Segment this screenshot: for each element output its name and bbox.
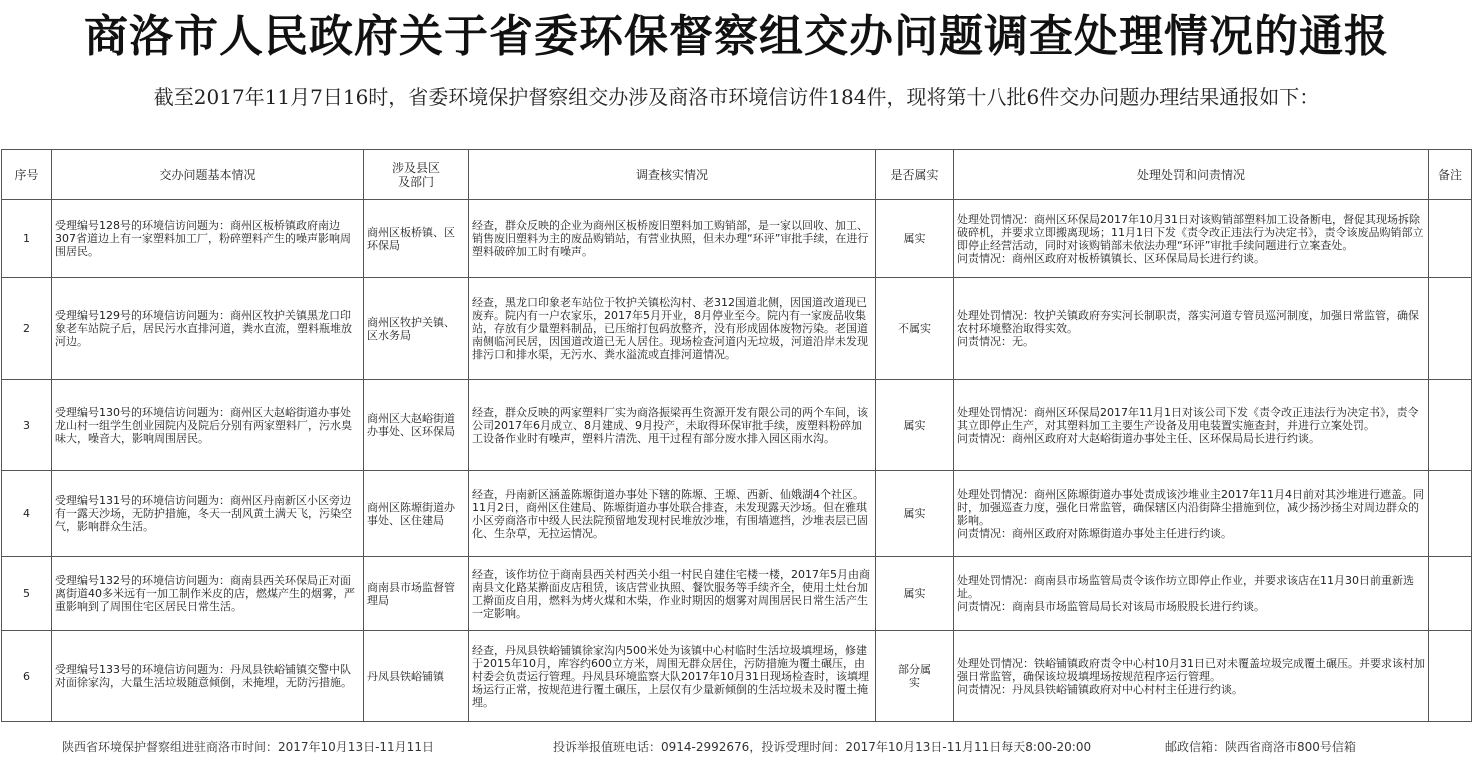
- row-verified: 不属实: [876, 278, 954, 380]
- row-verified: 部分属实: [876, 631, 954, 722]
- col-header-verified: 是否属实: [876, 150, 954, 200]
- row-investigation: 经查，丹凤县铁峪铺镇徐家沟内500米处为该镇中心村临时生活垃圾填埋场，修建于2015年10月，库容约600立方米，周围无群众居住，污防措施为覆土碾压，由村委会负责运行管理。丹凤县环境监察大队2017年10月31日现场检查时，该填埋场运行正常，按规范进行覆土碾压，上层仅有少量新倾倒的生活垃圾未及时覆土掩埋。: [469, 631, 876, 722]
- col-header-remark: 备注: [1429, 150, 1472, 200]
- col-header-investigation: 调查核实情况: [469, 150, 876, 200]
- row-seq: 6: [2, 631, 52, 722]
- col-header-dept: 涉及县区 及部门: [364, 150, 469, 200]
- table-row: [2, 200, 1472, 278]
- page-subtitle: 截至2017年11月7日16时，省委环境保护督察组交办涉及商洛市环境信访件184件，现将第十八批6件交办问题办理结果通报如下：: [153, 85, 1320, 109]
- row-verified: 属实: [876, 380, 954, 471]
- row-dept: 商州区陈塬街道办事处、区住建局: [364, 471, 469, 557]
- col-header-problem: 交办问题基本情况: [52, 150, 364, 200]
- row-problem: 受理编号133号的环境信访问题为：丹凤县铁峪铺镇交警中队对面徐家沟，大量生活垃圾随意倾倒，未掩埋，无防污措施。: [52, 631, 364, 722]
- row-investigation: 经查，群众反映的两家塑料厂实为商洛振梁再生资源开发有限公司的两个车间，该公司2017年6月成立、8月建成、9月投产，未取得环保审批手续，废塑料粉碎加工设备作业时有噪声，塑料片清洗、甩干过程有部分废水排入园区雨水沟。: [469, 380, 876, 471]
- row-handling: 处理处罚情况：商南县市场监管局责令该作坊立即停止作业，并要求该店在11月30日前重新选址。 问责情况：商南县市场监管局局长对该局市场股股长进行约谈。: [954, 557, 1429, 631]
- table-header-row: [2, 150, 1472, 200]
- row-dept: 商州区板桥镇、区环保局: [364, 200, 469, 278]
- footer-stationed-time: 陕西省环境保护督察组进驻商洛市时间：2017年10月13日-11月11日: [62, 740, 434, 754]
- report-table: [1, 149, 1472, 722]
- row-handling: 处理处罚情况：牧护关镇政府夯实河长制职责，落实河道专管员巡河制度，加强日常监管，确保农村环境整治取得实效。 问责情况：无。: [954, 278, 1429, 380]
- row-dept: 商南县市场监督管理局: [364, 557, 469, 631]
- footer-mailbox: 邮政信箱：陕西省商洛市800号信箱: [1165, 740, 1356, 754]
- row-investigation: 经查，黑龙口印象老车站位于牧护关镇松沟村、老312国道北侧，因国道改道现已废弃。院内有一户农家乐，2017年5月开业，8月停业至今。院内有一家废品收集站，存放有少量塑料制品，已压缩打包码放整齐，没有形成固体废物污染。老国道南侧临河民居，因国道改道已无人居住。现场检查河道内无垃圾，河道沿岸未发现排污口和排水渠，无污水、粪水溢流或直排河道情况。: [469, 278, 876, 380]
- row-handling: 处理处罚情况：商州区环保局2017年11月1日对该公司下发《责令改正违法行为决定书》，责令其立即停止生产，对其塑料加工主要生产设备及用电装置实施查封，并进行立案处罚。 问责情况：商州区政府对大赵峪街道办事处主任、区环保局局长进行约谈。: [954, 380, 1429, 471]
- col-header-handling: 处理处罚和问责情况: [954, 150, 1429, 200]
- row-verified: 属实: [876, 557, 954, 631]
- row-remark: [1429, 380, 1472, 471]
- row-remark: [1429, 631, 1472, 722]
- row-remark: [1429, 557, 1472, 631]
- page-title: 商洛市人民政府关于省委环保督察组交办问题调查处理情况的通报: [84, 11, 1389, 62]
- row-seq: 3: [2, 380, 52, 471]
- row-seq: 2: [2, 278, 52, 380]
- table-row: [2, 471, 1472, 557]
- table-row: [2, 557, 1472, 631]
- row-handling: 处理处罚情况：商州区环保局2017年10月31日对该购销部塑料加工设备断电，督促其现场拆除破碎机，并要求立即搬离现场；11月1日下发《责令改正违法行为决定书》，责令该废品购销部立即停止经营活动，同时对该购销部未依法办理“环评”审批手续问题进行立案查处。 问责情况：商州区政府对板桥镇镇长、区环保局局长进行约谈。: [954, 200, 1429, 278]
- row-seq: 1: [2, 200, 52, 278]
- row-remark: [1429, 471, 1472, 557]
- row-verified: 属实: [876, 471, 954, 557]
- row-problem: 受理编号130号的环境信访问题为：商州区大赵峪街道办事处龙山村一组学生创业园院内及院后分别有两家塑料厂，污水臭味大，噪音大，影响周围居民。: [52, 380, 364, 471]
- row-problem: 受理编号128号的环境信访问题为：商州区板桥镇政府南边307省道边上有一家塑料加工厂，粉碎塑料产生的噪声影响周围居民。: [52, 200, 364, 278]
- row-problem: 受理编号131号的环境信访问题为：商州区丹南新区小区旁边有一露天沙场，无防护措施，冬天一刮风黄土满天飞，污染空气，影响群众生活。: [52, 471, 364, 557]
- table-row: [2, 380, 1472, 471]
- row-handling: 处理处罚情况：商州区陈塬街道办事处责成该沙堆业主2017年11月4日前对其沙堆进行遮盖。同时，加强巡查力度，强化日常监管，确保辖区内沿街降尘措施到位，减少扬沙扬尘对周边群众的影响。 问责情况：商州区政府对陈塬街道办事处主任进行约谈。: [954, 471, 1429, 557]
- row-seq: 4: [2, 471, 52, 557]
- col-header-seq: 序号: [2, 150, 52, 200]
- row-problem: 受理编号129号的环境信访问题为：商州区牧护关镇黑龙口印象老车站院子后，居民污水直排河道，粪水直流，塑料瓶堆放河边。: [52, 278, 364, 380]
- row-seq: 5: [2, 557, 52, 631]
- row-investigation: 经查，该作坊位于商南县西关村西关小组一村民自建住宅楼一楼，2017年5月由商南县文化路某擀面皮店租赁，该店营业执照、餐饮服务等手续齐全，使用土灶台加工擀面皮自用，燃料为烤火煤和木柴，作业时期因的烟雾对周围居民日常生活产生一定影响。: [469, 557, 876, 631]
- row-handling: 处理处罚情况：铁峪铺镇政府责令中心村10月31日已对未覆盖垃圾完成覆土碾压。并要求该村加强日常监管，确保该垃圾填埋场按规范程序运行管理。 问责情况：丹凤县铁峪铺镇政府对中心村村主任进行约谈。: [954, 631, 1429, 722]
- table-row: [2, 631, 1472, 722]
- footer-hotline: 投诉举报值班电话：0914-2992676，投诉受理时间：2017年10月13日-11月11日每天8:00-20:00: [553, 740, 1092, 754]
- row-dept: 商州区牧护关镇、区水务局: [364, 278, 469, 380]
- row-remark: [1429, 278, 1472, 380]
- row-problem: 受理编号132号的环境信访问题为：商南县西关环保局正对面离街道40多米远有一加工制作米皮的店，燃煤产生的烟雾，严重影响到了周围住宅区居民日常生活。: [52, 557, 364, 631]
- row-verified: 属实: [876, 200, 954, 278]
- row-dept: 丹凤县铁峪铺镇: [364, 631, 469, 722]
- row-remark: [1429, 200, 1472, 278]
- row-investigation: 经查，群众反映的企业为商州区板桥废旧塑料加工购销部，是一家以回收、加工、销售废旧塑料为主的废品购销站，有营业执照，但未办理“环评”审批手续，在进行塑料破碎加工时有噪声。: [469, 200, 876, 278]
- row-dept: 商州区大赵峪街道办事处、区环保局: [364, 380, 469, 471]
- table-row: [2, 278, 1472, 380]
- row-investigation: 经查，丹南新区涵盖陈塬街道办事处下辖的陈塬、王塬、西新、仙娥湖4个社区。11月2日，商州区住建局、陈塬街道办事处联合排查，未发现露天沙场。但在雅琪小区旁商洛市中级人民法院预留地发现村民堆放沙堆，有围墙遮挡，沙堆表层已固化、生杂草，无拉运情况。: [469, 471, 876, 557]
